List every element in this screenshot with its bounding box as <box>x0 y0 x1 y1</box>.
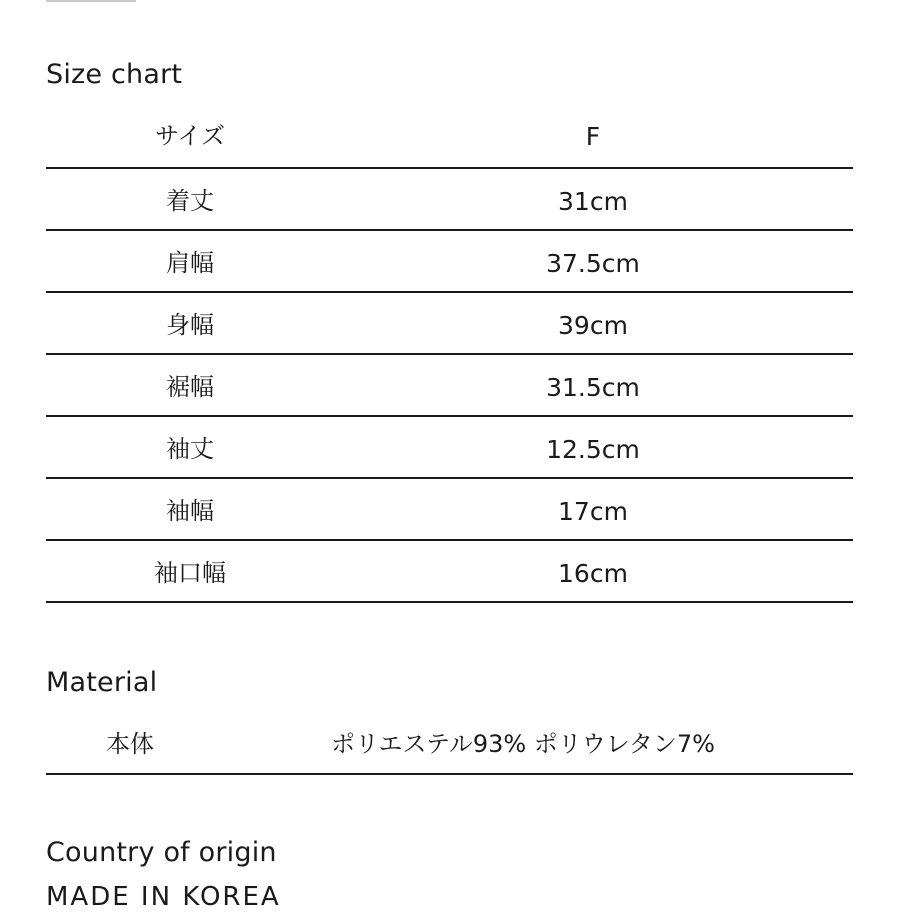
table-row <box>46 355 853 417</box>
row-value: 31cm <box>558 187 628 216</box>
row-label: 裾幅 <box>166 373 214 401</box>
row-label: 袖丈 <box>166 435 214 463</box>
size-chart-title: Size chart <box>46 59 183 90</box>
row-value: 16cm <box>558 559 628 588</box>
row-value: 17cm <box>558 497 628 526</box>
table-row <box>46 479 853 541</box>
row-label: 着丈 <box>166 187 214 215</box>
size-chart-table <box>46 103 853 603</box>
row-label: 袖口幅 <box>154 559 226 587</box>
material-label: 本体 <box>106 730 154 758</box>
origin-title: Country of origin <box>46 837 277 868</box>
table-row <box>46 417 853 479</box>
table-row <box>46 541 853 603</box>
material-value: ポリエステル93% ポリウレタン7% <box>331 730 715 758</box>
size-header-value: F <box>585 122 601 151</box>
row-label: 身幅 <box>166 311 214 339</box>
material-title: Material <box>46 667 158 698</box>
table-row <box>46 293 853 355</box>
row-label: 肩幅 <box>166 249 214 277</box>
row-value: 31.5cm <box>546 373 640 402</box>
row-value: 12.5cm <box>546 435 640 464</box>
row-value: 39cm <box>558 311 628 340</box>
row-value: 37.5cm <box>546 249 640 278</box>
size-header-label: サイズ <box>154 122 226 150</box>
size-chart-header-row <box>46 103 853 169</box>
table-row <box>46 169 853 231</box>
origin-value: MADE IN KOREA <box>46 882 281 912</box>
cropped-top-text <box>46 0 142 4</box>
table-row <box>46 231 853 293</box>
row-label: 袖幅 <box>166 497 214 525</box>
material-row <box>46 712 853 775</box>
